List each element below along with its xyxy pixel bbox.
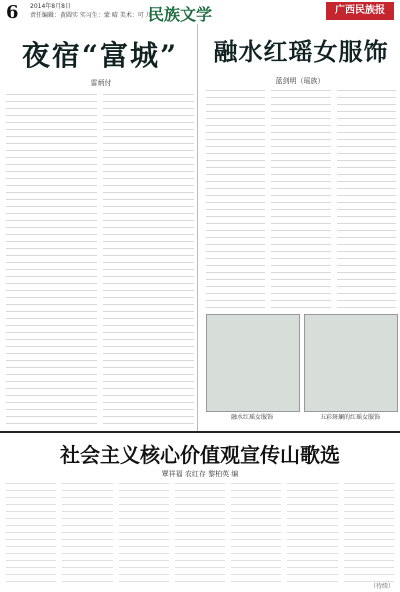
- newspaper-logo: 广西民族报: [326, 2, 394, 20]
- bottom-area: [0, 431, 400, 592]
- date-line: 2014年8月8日: [30, 3, 71, 10]
- right-story-columns: [206, 90, 396, 310]
- column-divider: [197, 24, 198, 431]
- page-number: 6: [6, 2, 19, 23]
- left-story-columns: [6, 94, 194, 424]
- bottom-column-7: [344, 483, 394, 583]
- photo-caption-left: 融水红瑶女服饰: [230, 414, 273, 421]
- masthead-meta: [30, 2, 152, 20]
- photo-right-figures: [305, 315, 397, 411]
- staff-line: 责任编辑：黄圆实 实习生：蒙 晴 美术：可 儿: [30, 12, 152, 19]
- bottom-columns: [6, 483, 394, 583]
- section-title: 民族文学: [148, 5, 213, 24]
- bottom-column-4: [175, 483, 225, 583]
- left-column-2: [103, 94, 194, 424]
- bottom-note: （待续）: [369, 583, 394, 590]
- left-column-1: [6, 94, 97, 424]
- masthead: [0, 0, 400, 26]
- top-area: [0, 24, 400, 431]
- headline-bottom: 社会主义核心价值观宣传山歌选: [60, 443, 340, 467]
- photo-left: [206, 314, 300, 412]
- bottom-column-5: [231, 483, 281, 583]
- bottom-column-3: [119, 483, 169, 583]
- byline-bottom: 覃祥福 农红存 黎柏英 编: [161, 470, 239, 478]
- byline-left: 雷炳付: [90, 79, 112, 87]
- photos-block: [206, 314, 396, 424]
- headline-right: 融水红瑶女服饰: [213, 37, 389, 66]
- bottom-column-2: [62, 483, 112, 583]
- headline-left: 夜宿“富城”: [21, 39, 179, 72]
- right-story: [206, 24, 396, 431]
- photo-left-figures: [207, 315, 299, 411]
- right-column-1: [206, 90, 265, 310]
- left-story: [6, 24, 194, 431]
- byline-right: 蓝剑明（瑶族）: [275, 77, 325, 85]
- right-column-3: [337, 90, 396, 310]
- photo-right: [304, 314, 398, 412]
- bottom-column-6: [287, 483, 337, 583]
- photo-caption-right: 五彩斑斓的红瑶女服饰: [319, 414, 380, 421]
- right-column-2: [271, 90, 330, 310]
- bottom-column-1: [6, 483, 56, 583]
